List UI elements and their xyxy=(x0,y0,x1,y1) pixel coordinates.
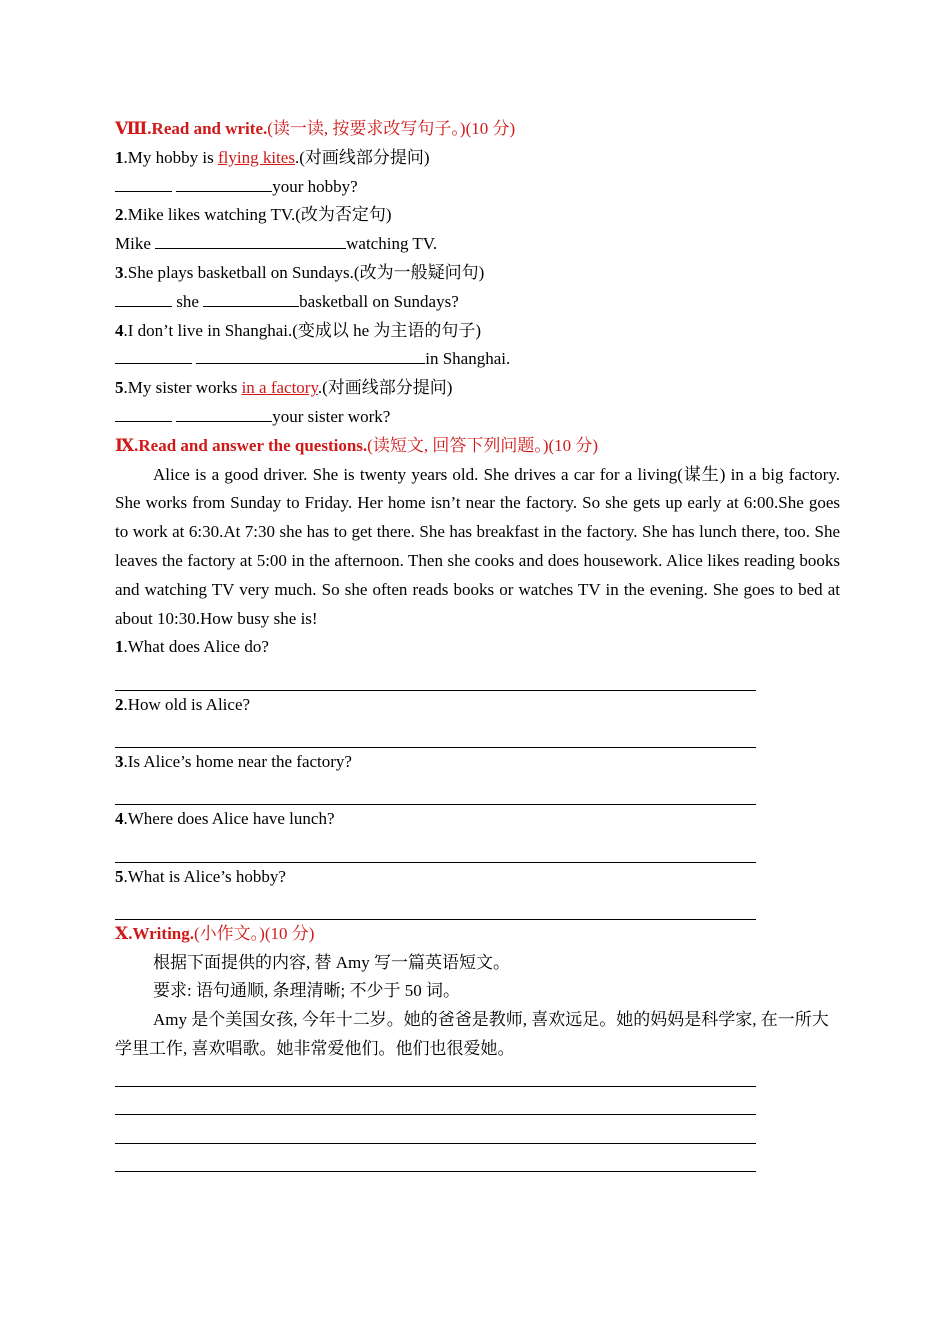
question-8-1: 1.My hobby is flying kites.(对画线部分提问) xyxy=(115,147,430,167)
question-9-4: 4.Where does Alice have lunch? xyxy=(115,809,335,829)
underlined-phrase: flying kites xyxy=(217,147,295,167)
answer-8-1: your hobby? xyxy=(115,173,840,202)
answer-8-3: she basketball on Sundays? xyxy=(115,288,840,317)
question-8-2: 2.Mike likes watching TV.(改为否定句) xyxy=(115,205,392,225)
section-10-title-cn: (小作文。)(10 分) xyxy=(194,923,315,943)
section-8-heading xyxy=(115,115,840,144)
answer-blank[interactable] xyxy=(203,289,299,307)
question-9-1: 1.What does Alice do? xyxy=(115,637,269,657)
section-9-title: Ⅸ.Read and answer the questions. xyxy=(115,435,368,455)
answer-blank[interactable] xyxy=(115,346,192,364)
underlined-phrase: in a factory xyxy=(241,378,318,398)
answer-blank[interactable] xyxy=(115,174,172,192)
writing-requirement: 要求: 语句通顺, 条理清晰; 不少于 50 词。 xyxy=(153,981,460,1001)
section-9-title-cn: (读短文, 回答下列问题。)(10 分) xyxy=(367,435,599,455)
section-8-title: Ⅷ.Read and write. xyxy=(115,119,268,138)
answer-blank[interactable] xyxy=(176,174,272,192)
worksheet-page xyxy=(115,115,840,1172)
answer-8-4: in Shanghai. xyxy=(115,345,840,374)
section-9-heading xyxy=(115,432,840,461)
section-10-heading xyxy=(115,920,840,949)
question-9-5: 5.What is Alice’s hobby? xyxy=(115,866,286,886)
writing-content: Amy 是个美国女孩, 今年十二岁。她的爸爸是教师, 喜欢远足。她的妈妈是科学家, 在一所大学里工作, 喜欢唱歌。她非常爱他们。他们也很爱她。 xyxy=(115,1010,829,1059)
section-10-title: Ⅹ.Writing. xyxy=(115,923,194,943)
section-8-title-cn: (读一读, 按要求改写句子。)(10 分) xyxy=(267,119,516,138)
answer-blank[interactable] xyxy=(155,231,346,249)
answer-8-5: your sister work? xyxy=(115,403,840,432)
answer-8-2: Mike watching TV. xyxy=(115,230,840,259)
question-9-3: 3.Is Alice’s home near the factory? xyxy=(115,751,352,771)
answer-blank[interactable] xyxy=(176,404,272,422)
writing-instruction: 根据下面提供的内容, 替 Amy 写一篇英语短文。 xyxy=(153,952,510,972)
writing-line[interactable] xyxy=(115,1171,756,1172)
answer-blank[interactable] xyxy=(196,346,425,364)
question-8-3: 3.She plays basketball on Sundays.(改为一般疑问句) xyxy=(115,262,485,282)
reading-passage: Alice is a good driver. She is twenty years old. She drives a car for a living(谋生) in a big factory. She works from Sunday to Friday. Her home isn’t near the factory. So she gets up early at 6:00.She goes to work at 6:30.At 7:30 she has to get there. She has breakfast in the factory. She has lunch there, too. She leaves the factory at 5:00 in the afternoon. Then she cooks and does housework. Alice likes reading books and watching TV very much. So she often reads books or watches TV in the evening. She goes to bed at about 10:30.How busy she is! xyxy=(115,464,840,628)
question-9-2: 2.How old is Alice? xyxy=(115,694,251,714)
answer-blank[interactable] xyxy=(115,404,172,422)
answer-blank[interactable] xyxy=(115,289,172,307)
question-8-4: 4.I don’t live in Shanghai.(变成以 he 为主语的句子) xyxy=(115,320,482,340)
question-8-5: 5.My sister works in a factory.(对画线部分提问) xyxy=(115,378,453,398)
